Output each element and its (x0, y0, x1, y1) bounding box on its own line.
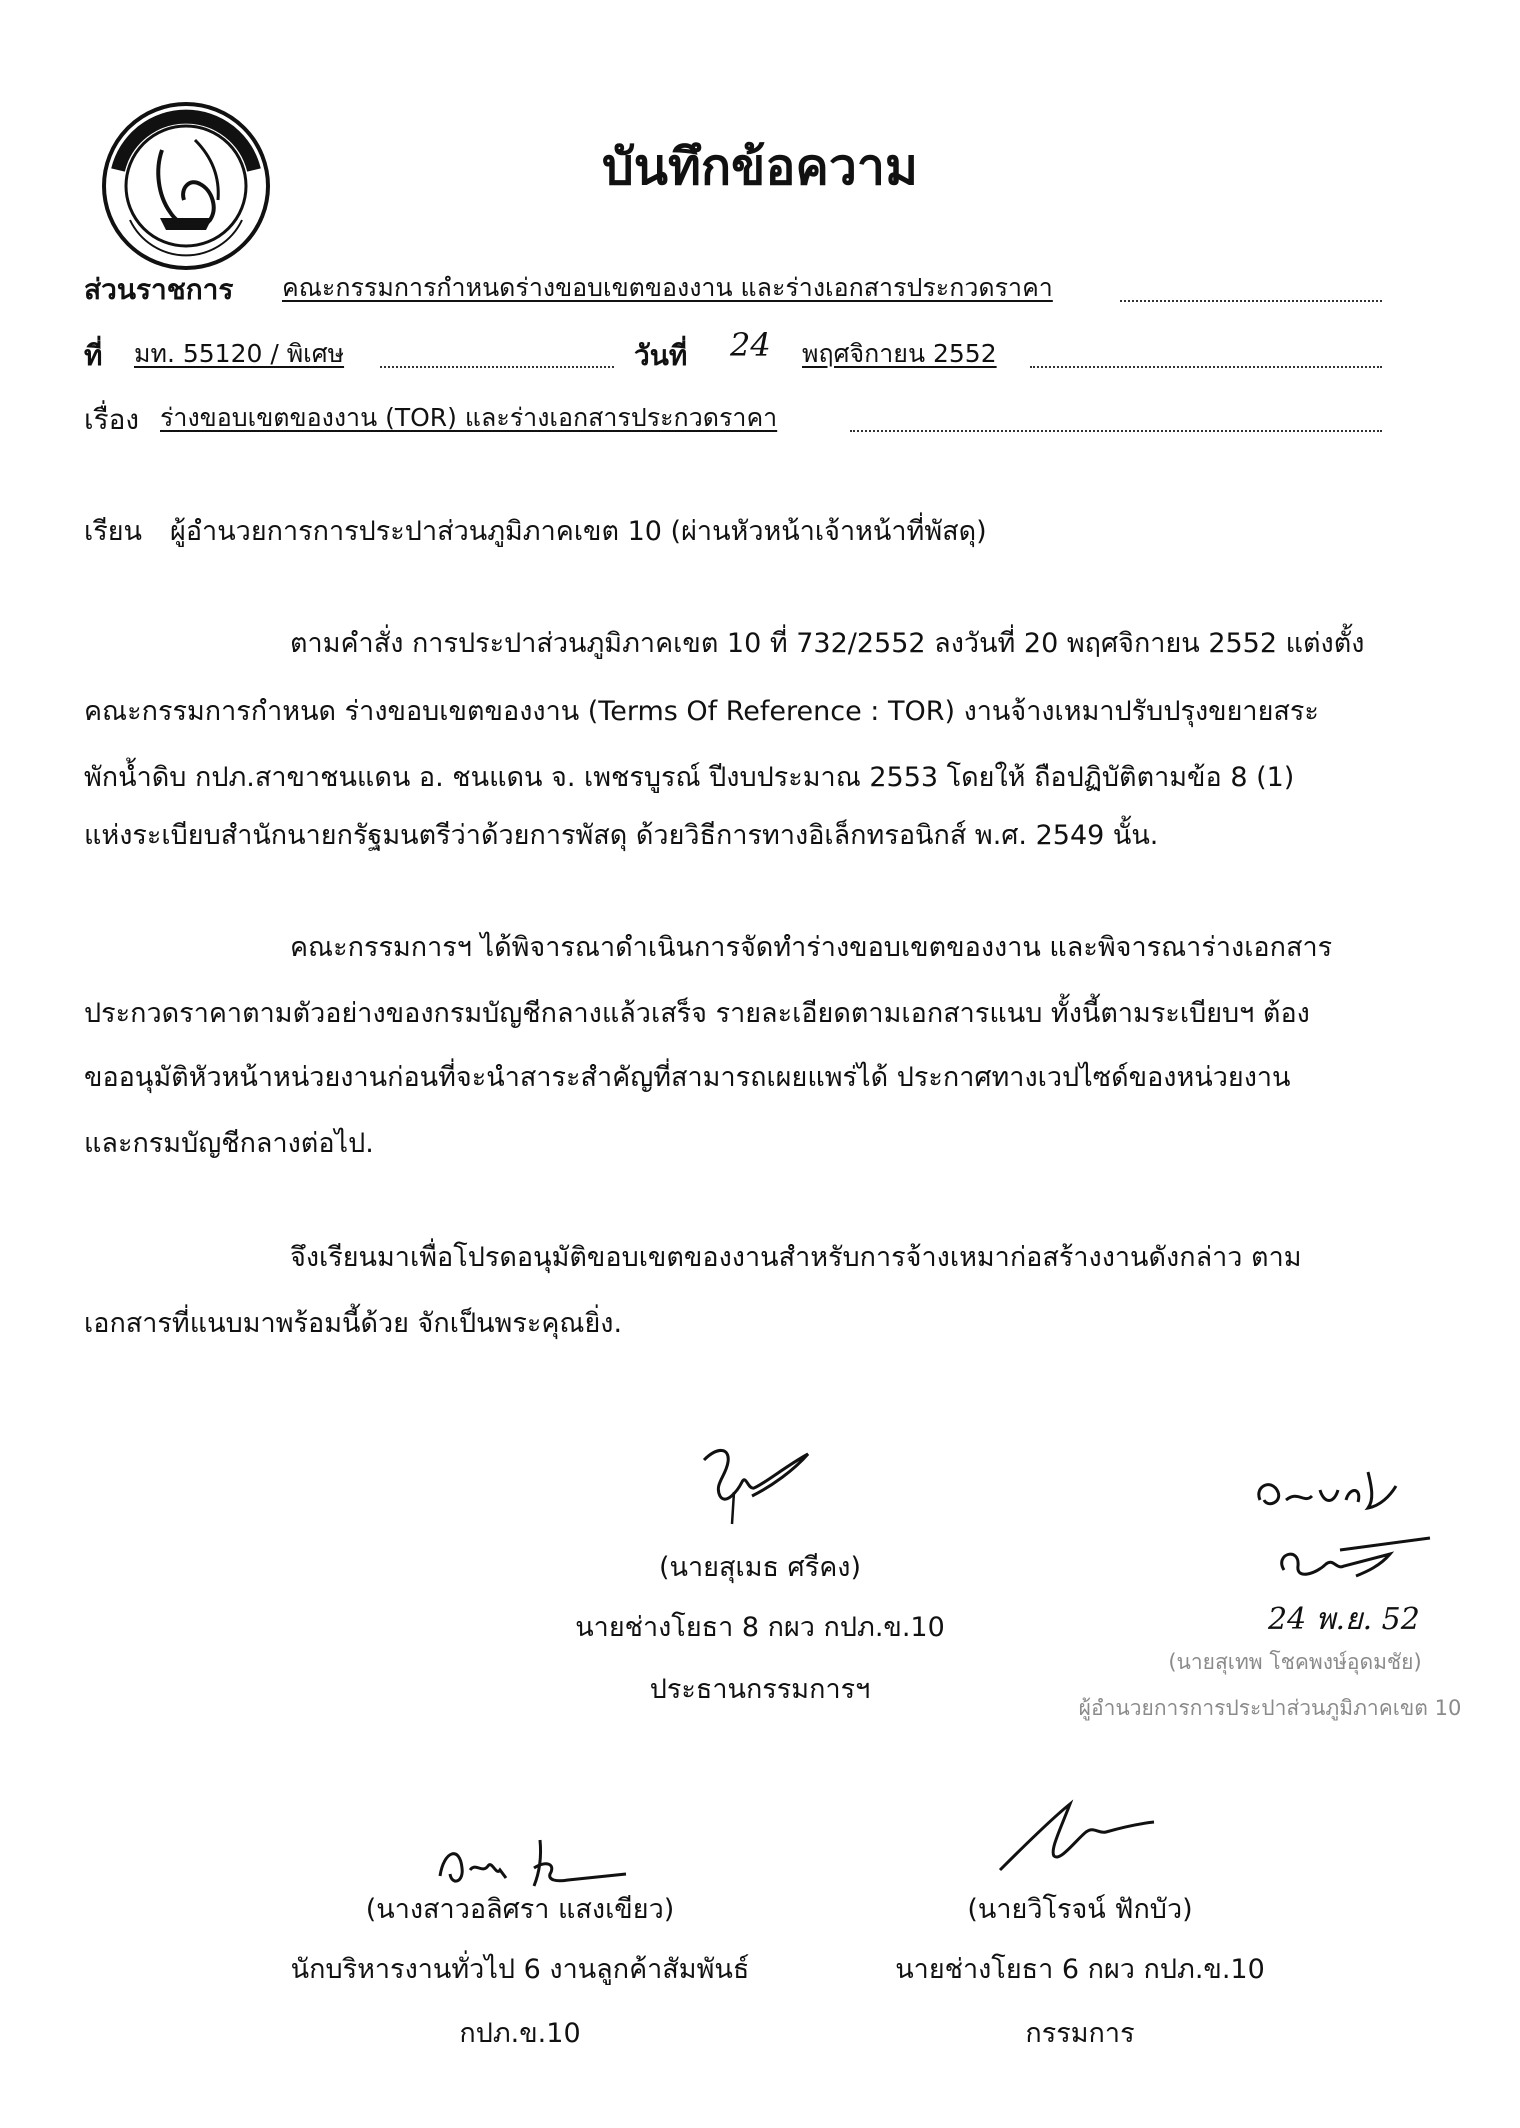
chair-signature-icon (690, 1440, 830, 1530)
member2-signature-icon (990, 1790, 1160, 1880)
paragraph-1-line-1: ตามคำสั่ง การประปาส่วนภูมิภาคเขต 10 ที่ 732/2552 ลงวันที่ 20 พฤศจิกายน 2552 แต่งตั้ง (290, 628, 1365, 659)
subject-value: ร่างขอบเขตของงาน (TOR) และร่างเอกสารประกวดราคา (160, 403, 778, 432)
chair-role: ประธานกรรมการฯ (649, 1674, 871, 1705)
chair-position: นายช่างโยธา 8 กผว กปภ.ข.10 (575, 1612, 945, 1643)
approver-name: (นายสุเทพ โชคพงษ์อุดมชัย) (1168, 1650, 1422, 1674)
ref-label: ที่ (84, 339, 103, 372)
date-value: พฤศจิกายน 2552 (802, 339, 997, 368)
member2-name: (นายวิโรจน์ ฟักบัว) (967, 1894, 1193, 1925)
paragraph-1-line-2: คณะกรรมการกำหนด ร่างขอบเขตของงาน (Terms Of Reference : TOR) งานจ้างเหมาปรับปรุงขยายสระ (84, 696, 1319, 727)
memo-title: บันทึกข้อความ (602, 137, 918, 196)
member1-position: นักบริหารงานทั่วไป 6 งานลูกค้าสัมพันธ์ (290, 1954, 750, 1985)
member1-signature-icon (430, 1830, 630, 1900)
paragraph-2-line-2: ประกวดราคาตามตัวอย่างของกรมบัญชีกลางแล้วเสร็จ รายละเอียดตามเอกสารแนบ ทั้งนี้ตามระเบียบฯ ต้อง (84, 998, 1310, 1029)
date-dotline (1030, 366, 1382, 368)
paragraph-2-line-1: คณะกรรมการฯ ได้พิจารณาดำเนินการจัดทำร่างขอบเขตของงาน และพิจารณาร่างเอกสาร (290, 932, 1333, 963)
approval-note-handwritten-icon (1250, 1460, 1430, 1530)
member2-position: นายช่างโยธา 6 กผว กปภ.ข.10 (895, 1954, 1265, 1985)
member1-unit: กปภ.ข.10 (459, 2018, 581, 2049)
paragraph-3-line-2: เอกสารที่แนบมาพร้อมนี้ด้วย จักเป็นพระคุณยิ่ง. (84, 1308, 623, 1339)
approver-signature-icon (1270, 1530, 1440, 1590)
subject-label: เรื่อง (84, 403, 140, 436)
paragraph-2-line-4: และกรมบัญชีกลางต่อไป. (84, 1128, 374, 1159)
member1-name: (นางสาวอลิศรา แสงเขียว) (365, 1894, 675, 1925)
addressee-label: เรียน (84, 516, 143, 547)
agency-label: ส่วนราชการ (84, 273, 234, 306)
approver-position: ผู้อำนวยการการประปาส่วนภูมิภาคเขต 10 (1078, 1696, 1462, 1720)
paragraph-1-line-3: พักน้ำดิบ กปภ.สาขาชนแดน อ. ชนแดน จ. เพชรบูรณ์ ปีงบประมาณ 2553 โดยให้ ถือปฏิบัติตามข้อ 8 (1) (84, 762, 1295, 793)
addressee-value: ผู้อำนวยการการประปาส่วนภูมิภาคเขต 10 (ผ่านหัวหน้าเจ้าหน้าที่พัสดุ) (170, 516, 987, 547)
ref-dotline (380, 366, 614, 368)
date-label: วันที่ (634, 339, 688, 372)
chair-name: (นายสุเมธ ศรีคง) (659, 1552, 861, 1583)
approval-date-handwritten: 24 พ.ย. 52 (1268, 1602, 1420, 1637)
agency-dotline (1120, 300, 1382, 302)
paragraph-2-line-3: ขออนุมัติหัวหน้าหน่วยงานก่อนที่จะนำสาระสำคัญที่สามารถเผยแพร่ได้ ประกาศทางเวปไซด์ของหน่วยงาน (84, 1062, 1291, 1093)
paragraph-3-line-1: จึงเรียนมาเพื่อโปรดอนุมัติขอบเขตของงานสำหรับการจ้างเหมาก่อสร้างงานดังกล่าว ตาม (290, 1242, 1302, 1273)
paragraph-1-line-4: แห่งระเบียบสำนักนายกรัฐมนตรีว่าด้วยการพัสดุ ด้วยวิธีการทางอิเล็กทรอนิกส์ พ.ศ. 2549 นั้น. (84, 820, 1159, 851)
date-day-handwritten: 24 (730, 326, 771, 364)
ref-value: มท. 55120 / พิเศษ (134, 339, 345, 368)
subject-dotline (850, 430, 1382, 432)
member2-role: กรรมการ (1025, 2018, 1135, 2049)
agency-value: คณะกรรมการกำหนดร่างขอบเขตของงาน และร่างเอกสารประกวดราคา (282, 273, 1053, 302)
